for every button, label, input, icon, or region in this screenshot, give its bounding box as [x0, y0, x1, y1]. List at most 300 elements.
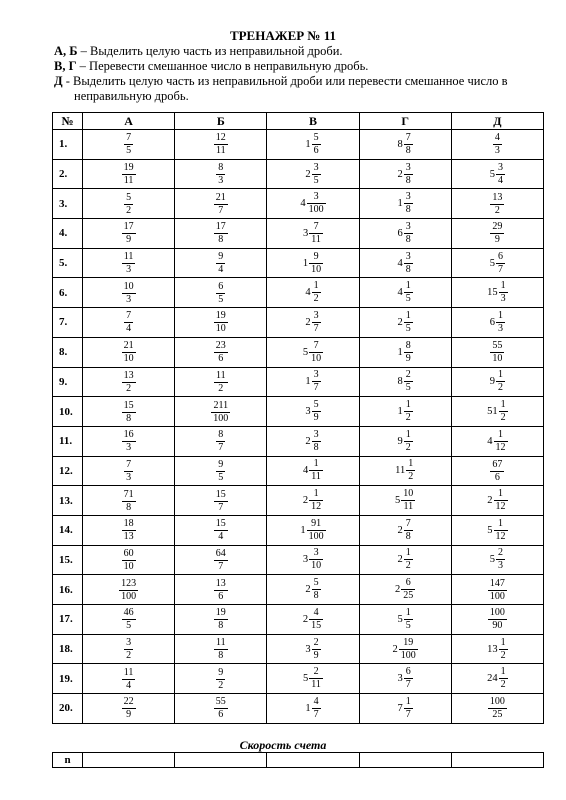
mixed-number	[305, 132, 320, 157]
speed-cell[interactable]	[83, 753, 175, 768]
table-row	[53, 634, 544, 664]
whole-part: 7	[397, 702, 403, 714]
table-row	[53, 219, 544, 249]
row-number: 10.	[53, 397, 83, 427]
numerator: 1	[500, 280, 506, 292]
cell-b	[175, 575, 267, 605]
fraction-part	[122, 607, 136, 632]
numerator: 3	[405, 161, 411, 173]
denominator: 3	[126, 471, 132, 483]
mixed-number	[487, 518, 507, 543]
speed-row	[53, 753, 544, 768]
cell-d	[451, 605, 543, 635]
cell-d	[451, 337, 543, 367]
row-number: 7.	[53, 308, 83, 338]
cell-a	[83, 189, 175, 219]
cell-v	[267, 189, 359, 219]
denominator: 6	[494, 471, 500, 483]
whole-part: 9	[489, 376, 495, 388]
denominator: 7	[405, 679, 411, 691]
whole-part: 2	[305, 584, 311, 596]
cell-b	[175, 605, 267, 635]
fraction	[216, 251, 225, 276]
fraction	[122, 429, 136, 454]
cell-a	[83, 694, 175, 724]
fraction-part	[214, 578, 228, 603]
mixed-number	[490, 251, 505, 276]
numerator: 6	[498, 250, 503, 262]
row-number: 5.	[53, 248, 83, 278]
numerator: 13	[215, 577, 226, 589]
mixed-number	[305, 637, 320, 662]
numerator: 64	[215, 547, 226, 559]
denominator: 2	[494, 204, 500, 216]
mixed-number	[398, 429, 413, 454]
cell-v	[267, 397, 359, 427]
whole-part: 2	[397, 554, 403, 566]
fraction-part	[312, 280, 321, 305]
numerator: 19	[399, 637, 418, 650]
numerator: 3	[498, 161, 503, 173]
fraction	[214, 221, 228, 246]
fraction-part	[124, 459, 133, 484]
numerator: 55	[215, 696, 226, 708]
row-number: 4.	[53, 219, 83, 249]
denominator: 5	[405, 293, 411, 305]
denominator: 8	[405, 530, 411, 542]
row-number: 13.	[53, 486, 83, 516]
fraction-part	[309, 340, 323, 365]
mixed-number	[398, 518, 413, 543]
numerator: 2	[313, 636, 319, 648]
header-a: А	[83, 113, 175, 130]
denominator: 3	[126, 442, 132, 454]
fraction-part	[214, 696, 228, 721]
mixed-number	[305, 280, 320, 305]
speed-label: n	[53, 753, 83, 768]
whole-part: 15	[487, 287, 498, 299]
denominator: 6	[218, 590, 224, 602]
numerator: 3	[405, 191, 411, 203]
whole-part: 4	[397, 287, 403, 299]
fraction-part	[124, 132, 133, 157]
fraction	[122, 370, 136, 395]
fraction-part	[490, 340, 504, 365]
mixed-number	[303, 547, 323, 572]
fraction	[122, 281, 136, 306]
cell-d	[451, 694, 543, 724]
whole-part: 4	[397, 257, 403, 269]
numerator: 3	[405, 250, 411, 262]
denominator: 7	[218, 204, 224, 216]
denominator: 2	[218, 382, 224, 394]
numerator: 17	[215, 221, 226, 233]
mixed-number	[303, 607, 323, 632]
denominator: 9	[126, 234, 132, 246]
denominator: 8	[218, 620, 224, 632]
header-g: Г	[359, 113, 451, 130]
cell-d	[451, 515, 543, 545]
fraction-part	[312, 310, 321, 335]
cell-g	[359, 515, 451, 545]
numerator: 18	[123, 518, 134, 530]
cell-a	[83, 278, 175, 308]
denominator: 100	[489, 590, 505, 602]
mixed-number	[398, 547, 413, 572]
whole-part: 1	[305, 138, 311, 150]
fraction-part	[399, 637, 418, 662]
numerator: 1	[498, 369, 503, 381]
numerator: 3	[313, 161, 319, 173]
numerator: 11	[123, 666, 134, 678]
cell-b	[175, 486, 267, 516]
fraction	[124, 459, 133, 484]
numerator: 1	[494, 429, 508, 442]
whole-part: 5	[397, 613, 403, 625]
mixed-number	[487, 637, 508, 662]
table-row	[53, 278, 544, 308]
numerator: 16	[123, 429, 134, 441]
numerator: 7	[126, 310, 132, 322]
cell-a	[83, 545, 175, 575]
denominator: 3	[218, 175, 224, 187]
fraction-part	[309, 251, 323, 276]
fraction	[122, 667, 136, 692]
fraction-part	[493, 132, 502, 157]
cell-v	[267, 248, 359, 278]
cell-b	[175, 426, 267, 456]
denominator: 2	[498, 382, 503, 394]
denominator: 8	[405, 233, 411, 245]
row-number: 2.	[53, 159, 83, 189]
denominator: 2	[313, 293, 319, 305]
mixed-number	[398, 280, 413, 305]
denominator: 2	[500, 679, 506, 691]
cell-g	[359, 397, 451, 427]
denominator: 7	[313, 322, 319, 334]
fraction-part	[404, 340, 413, 365]
row-number: 15.	[53, 545, 83, 575]
fraction	[216, 667, 225, 692]
header-d: Д	[451, 113, 543, 130]
table-row	[53, 575, 544, 605]
header-b: Б	[175, 113, 267, 130]
denominator: 2	[126, 382, 132, 394]
cell-v	[267, 159, 359, 189]
denominator: 100	[400, 649, 416, 661]
whole-part: 2	[397, 524, 403, 536]
denominator: 11	[403, 501, 414, 513]
cell-d	[451, 575, 543, 605]
whole-part: 2	[302, 613, 309, 625]
cell-d	[451, 219, 543, 249]
fraction	[493, 132, 502, 157]
denominator: 5	[218, 471, 224, 483]
fraction-part	[404, 518, 413, 543]
numerator: 91	[307, 518, 326, 531]
denominator: 10	[215, 323, 226, 335]
denominator: 3	[500, 293, 506, 305]
numerator: 5	[313, 399, 319, 411]
mixed-number	[303, 251, 323, 276]
numerator: 1	[405, 309, 411, 321]
denominator: 11	[311, 233, 321, 245]
mixed-number	[300, 518, 325, 543]
denominator: 4	[218, 531, 224, 543]
fraction	[488, 696, 507, 721]
denominator: 8	[126, 501, 132, 513]
cell-g	[359, 278, 451, 308]
fraction	[124, 132, 133, 157]
denominator: 13	[123, 531, 134, 543]
numerator: 13	[492, 191, 503, 203]
cell-g	[359, 634, 451, 664]
denominator: 6	[218, 353, 224, 365]
table-header-row	[53, 113, 544, 130]
speed-cell[interactable]	[175, 753, 267, 768]
fraction	[214, 132, 228, 157]
fraction-part	[307, 518, 326, 543]
fraction	[124, 192, 133, 217]
cell-b	[175, 219, 267, 249]
fraction-part	[404, 162, 413, 187]
table-row	[53, 694, 544, 724]
fraction	[119, 578, 138, 603]
denominator: 2	[500, 649, 506, 661]
whole-part: 5	[489, 554, 495, 566]
fraction-part	[216, 281, 225, 306]
mixed-number	[395, 577, 415, 602]
row-number: 12.	[53, 456, 83, 486]
mixed-number	[398, 310, 413, 335]
table-row	[53, 159, 544, 189]
fraction-part	[404, 132, 413, 157]
table-row	[53, 545, 544, 575]
denominator: 10	[311, 263, 322, 275]
denominator: 2	[126, 650, 132, 662]
numerator: 23	[215, 340, 226, 352]
numerator: 1	[500, 636, 506, 648]
denominator: 12	[495, 441, 506, 453]
denominator: 100	[308, 530, 324, 542]
whole-part: 2	[305, 316, 311, 328]
whole-part: 2	[392, 643, 398, 655]
numerator: 4	[313, 695, 319, 707]
whole-part: 4	[487, 435, 493, 447]
mixed-number	[300, 191, 325, 216]
cell-g	[359, 159, 451, 189]
row-number: 20.	[53, 694, 83, 724]
numerator: 7	[405, 131, 411, 143]
numerator: 7	[126, 458, 132, 470]
whole-part: 4	[300, 198, 306, 210]
mixed-number	[393, 637, 418, 662]
denominator: 9	[494, 234, 500, 246]
whole-part: 13	[487, 643, 498, 655]
denominator: 2	[500, 412, 506, 424]
cell-d	[451, 308, 543, 338]
whole-part: 4	[303, 465, 309, 477]
cell-v	[267, 694, 359, 724]
numerator: 1	[405, 428, 411, 440]
denominator: 4	[126, 323, 132, 335]
table-row	[53, 426, 544, 456]
denominator: 11	[215, 145, 226, 157]
fraction-part	[404, 191, 413, 216]
speed-cell[interactable]	[267, 753, 359, 768]
denominator: 10	[123, 560, 134, 572]
cell-b	[175, 694, 267, 724]
fraction-part	[404, 666, 413, 691]
numerator: 3	[126, 637, 132, 649]
cell-v	[267, 605, 359, 635]
fraction-part	[216, 667, 225, 692]
numerator: 5	[126, 191, 132, 203]
mixed-number	[490, 310, 505, 335]
cell-d	[451, 189, 543, 219]
fraction	[122, 221, 136, 246]
cell-a	[83, 397, 175, 427]
fraction-part	[312, 399, 321, 424]
numerator: 8	[405, 339, 411, 351]
denominator: 7	[405, 708, 411, 720]
cell-b	[175, 367, 267, 397]
numerator: 1	[405, 399, 411, 411]
fraction	[214, 578, 228, 603]
mixed-number	[305, 399, 320, 424]
fraction-part	[312, 696, 321, 721]
fraction	[214, 637, 228, 662]
fraction	[214, 489, 228, 514]
cell-b	[175, 248, 267, 278]
denominator: 12	[495, 530, 506, 542]
cell-g	[359, 248, 451, 278]
numerator: 1	[494, 488, 508, 501]
fraction	[214, 518, 228, 543]
instruction-d-continuation: неправильную дробь.	[74, 89, 189, 103]
whole-part: 1	[302, 257, 309, 269]
speed-cell[interactable]	[451, 753, 543, 768]
denominator: 5	[126, 145, 132, 157]
numerator: 1	[313, 280, 319, 292]
fraction-part	[496, 369, 505, 394]
whole-part: 2	[305, 168, 311, 180]
cell-v	[267, 575, 359, 605]
fraction-part	[214, 637, 228, 662]
whole-part: 5	[303, 673, 309, 685]
denominator: 5	[405, 322, 411, 334]
mixed-number	[305, 696, 320, 721]
cell-a	[83, 634, 175, 664]
mixed-number	[305, 577, 320, 602]
denominator: 3	[498, 560, 503, 572]
row-number: 6.	[53, 278, 83, 308]
mixed-number	[398, 221, 413, 246]
numerator: 1	[498, 309, 503, 321]
denominator: 2	[405, 412, 411, 424]
fraction	[488, 607, 507, 632]
cell-d	[451, 159, 543, 189]
fraction-part	[488, 578, 507, 603]
numerator: 11	[123, 251, 134, 263]
numerator: 2	[309, 666, 323, 679]
fraction-part	[312, 132, 321, 157]
denominator: 9	[313, 412, 319, 424]
fraction	[216, 281, 225, 306]
denominator: 3	[126, 264, 132, 276]
denominator: 8	[405, 204, 411, 216]
denominator: 2	[408, 471, 414, 483]
speed-cell[interactable]	[359, 753, 451, 768]
mixed-number	[398, 340, 413, 365]
row-number: 14.	[53, 515, 83, 545]
cell-v	[267, 545, 359, 575]
fraction-part	[214, 548, 228, 573]
fraction-part	[124, 192, 133, 217]
fraction-part	[216, 162, 225, 187]
mixed-number	[398, 666, 413, 691]
whole-part: 5	[489, 168, 495, 180]
cell-v	[267, 219, 359, 249]
denominator: 3	[126, 293, 132, 305]
denominator: 100	[308, 204, 324, 216]
fraction-part	[214, 192, 228, 217]
cell-v	[267, 456, 359, 486]
fraction	[122, 162, 136, 187]
header-v: В	[267, 113, 359, 130]
fraction	[122, 607, 136, 632]
fraction-part	[488, 607, 507, 632]
denominator: 11	[311, 679, 321, 691]
cell-g	[359, 664, 451, 694]
fraction	[122, 251, 136, 276]
fraction	[216, 459, 225, 484]
denominator: 8	[126, 412, 132, 424]
fraction-part	[404, 251, 413, 276]
whole-part: 2	[395, 584, 401, 596]
numerator: 71	[123, 488, 134, 500]
numerator: 2	[405, 369, 411, 381]
numerator: 7	[309, 340, 323, 353]
numerator: 15	[123, 399, 134, 411]
numerator: 1	[500, 399, 506, 411]
denominator: 4	[498, 174, 503, 186]
fraction-part	[401, 577, 415, 602]
mixed-number	[490, 369, 505, 394]
numerator: 3	[309, 547, 323, 560]
whole-part: 1	[397, 346, 403, 358]
cell-b	[175, 189, 267, 219]
cell-g	[359, 575, 451, 605]
fraction-part	[488, 696, 507, 721]
table-row	[53, 397, 544, 427]
fraction-part	[214, 221, 228, 246]
fraction-part	[214, 607, 228, 632]
mixed-number	[398, 162, 413, 187]
mixed-number	[398, 251, 413, 276]
numerator: 7	[126, 132, 132, 144]
fraction	[122, 696, 136, 721]
whole-part: 2	[397, 168, 403, 180]
cell-b	[175, 278, 267, 308]
fraction	[214, 340, 228, 365]
fraction-part	[122, 370, 136, 395]
whole-part: 5	[395, 495, 401, 507]
fraction-part	[214, 132, 228, 157]
denominator: 5	[218, 293, 224, 305]
numerator: 100	[489, 696, 505, 708]
numerator: 7	[309, 221, 323, 234]
